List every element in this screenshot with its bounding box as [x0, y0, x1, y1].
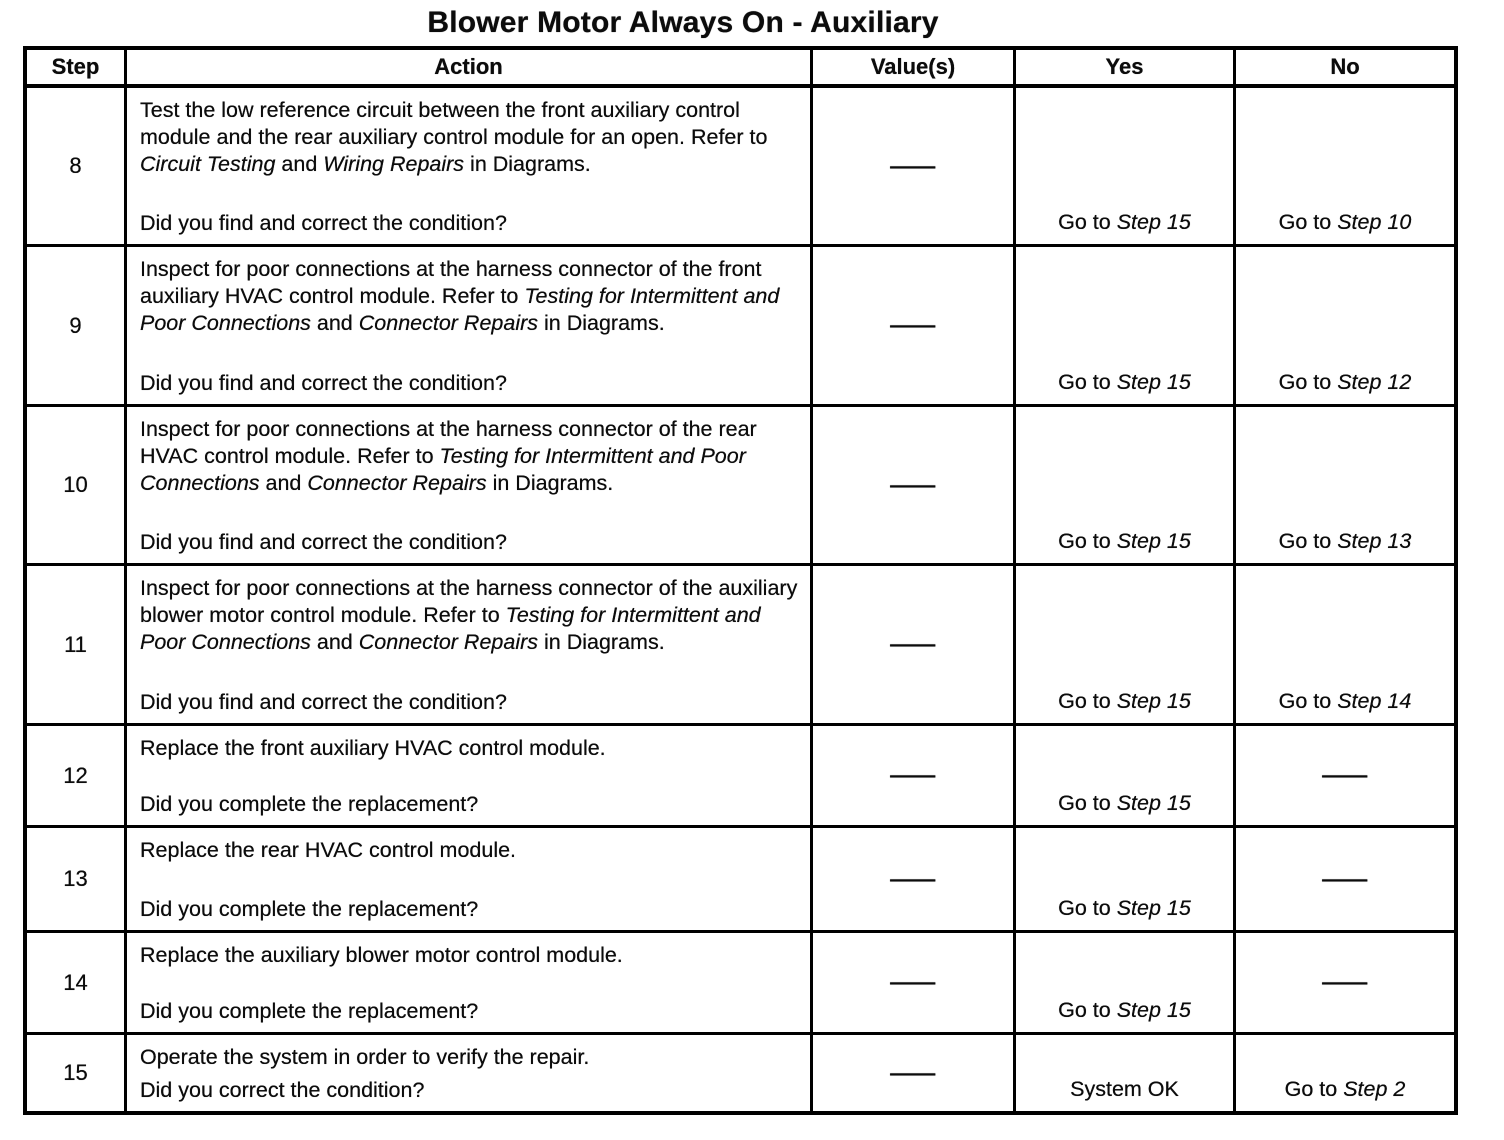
action-text: [140, 735, 800, 762]
step-number-cell: 14: [27, 933, 127, 1032]
action-text: [140, 97, 800, 178]
yes-cell: [1016, 726, 1236, 825]
value-cell: [813, 88, 1016, 244]
table-row: [27, 247, 1454, 407]
step-number-cell: 10: [27, 407, 127, 563]
no-dash: —: [1322, 763, 1368, 787]
page-title: Blower Motor Always On - Auxiliary: [427, 6, 939, 39]
action-cell: [127, 88, 813, 244]
italic-text-run: Step 15: [1116, 370, 1191, 394]
text-run: Inspect for poor connections at the harness connector of the auxiliary blower motor control module. Refer to: [140, 576, 798, 627]
text-run: Go to: [1278, 370, 1338, 394]
text-run: Go to: [1058, 210, 1117, 234]
action-cell: [127, 566, 813, 723]
action-text: [140, 575, 800, 656]
text-run: Replace the auxiliary blower motor control module.: [140, 943, 623, 967]
action-cell: [127, 247, 813, 404]
text-run: Go to: [1058, 529, 1117, 553]
action-question: Did you complete the replacement?: [140, 897, 479, 921]
no-instruction: [1279, 689, 1412, 714]
action-question: Did you complete the replacement?: [140, 999, 479, 1023]
italic-text-run: Step 13: [1337, 529, 1412, 553]
value-cell: [813, 407, 1016, 563]
action-question: Did you find and correct the condition?: [140, 530, 507, 554]
no-instruction: [1279, 370, 1412, 395]
step-number-cell: 12: [27, 726, 127, 825]
text-run: Go to: [1058, 998, 1117, 1022]
text-run: Replace the front auxiliary HVAC control module.: [140, 736, 606, 760]
action-question: Did you find and correct the condition?: [140, 211, 507, 235]
text-run: System OK: [1070, 1077, 1179, 1101]
no-cell: [1236, 88, 1454, 244]
table-row: [27, 88, 1454, 247]
table-row: [27, 566, 1454, 726]
italic-text-run: Testing for Intermittent and Poor Connections: [140, 444, 746, 495]
header-cell-action: Action: [127, 50, 813, 84]
text-run: Replace the rear HVAC control module.: [140, 838, 517, 862]
diagnostic-table: [23, 46, 1458, 1115]
table-row: [27, 933, 1454, 1035]
value-cell: [813, 566, 1016, 723]
value-cell: [813, 726, 1016, 825]
yes-instruction: [1058, 370, 1191, 395]
value-dash: —: [890, 153, 936, 178]
table-row: [27, 407, 1454, 566]
text-run: Inspect for poor connections at the harness connector of the rear HVAC control module. Refer to: [140, 417, 757, 468]
text-run: and: [259, 471, 308, 495]
text-run: Go to: [1278, 210, 1338, 234]
table-row: [27, 1035, 1454, 1111]
yes-instruction: [1058, 896, 1191, 921]
yes-cell: [1016, 566, 1236, 723]
text-run: and: [310, 630, 359, 654]
yes-instruction: [1070, 1077, 1179, 1102]
text-run: in Diagrams.: [538, 630, 665, 654]
action-text: [140, 1044, 800, 1071]
italic-text-run: Step 2: [1343, 1077, 1406, 1101]
action-cell: [127, 933, 813, 1032]
no-cell: [1236, 247, 1454, 404]
action-text: [140, 416, 800, 497]
no-cell: [1236, 828, 1454, 930]
action-question: Did you find and correct the condition?: [140, 371, 507, 395]
no-instruction: [1285, 1077, 1406, 1102]
value-cell: [813, 828, 1016, 930]
header-cell-step: Step: [27, 50, 127, 84]
header-cell-values: Value(s): [813, 50, 1016, 84]
value-cell: [813, 1035, 1016, 1111]
table-row: [27, 726, 1454, 828]
step-number-cell: 9: [27, 247, 127, 404]
yes-cell: [1016, 1035, 1236, 1111]
action-text: [140, 256, 800, 337]
value-dash: —: [890, 1060, 936, 1085]
header-cell-yes: Yes: [1016, 50, 1236, 84]
value-dash: —: [890, 632, 936, 656]
italic-text-run: Connector Repairs: [307, 471, 487, 495]
decision-table-body: [27, 88, 1454, 1111]
action-text: [140, 837, 800, 864]
yes-cell: [1016, 88, 1236, 244]
italic-text-run: Circuit Testing: [140, 152, 276, 176]
value-cell: [813, 247, 1016, 404]
text-run: Go to: [1058, 370, 1117, 394]
yes-cell: [1016, 828, 1236, 930]
action-cell: [127, 828, 813, 930]
text-run: Go to: [1278, 689, 1338, 713]
italic-text-run: Step 15: [1116, 689, 1191, 713]
action-question: Did you correct the condition?: [140, 1078, 425, 1102]
value-dash: —: [890, 313, 936, 337]
action-question: Did you complete the replacement?: [140, 792, 479, 816]
action-cell: [127, 1035, 813, 1111]
italic-text-run: Wiring Repairs: [323, 152, 465, 176]
italic-text-run: Step 15: [1116, 896, 1191, 920]
italic-text-run: Step 14: [1337, 689, 1412, 713]
yes-cell: [1016, 247, 1236, 404]
no-cell: [1236, 1035, 1454, 1111]
text-run: in Diagrams.: [486, 471, 614, 495]
no-cell: [1236, 726, 1454, 825]
yes-cell: [1016, 407, 1236, 563]
text-run: and: [275, 152, 324, 176]
action-text: [140, 942, 800, 969]
text-run: in Diagrams.: [464, 152, 591, 176]
italic-text-run: Step 10: [1337, 210, 1412, 234]
yes-instruction: [1058, 998, 1191, 1023]
text-run: Go to: [1278, 529, 1338, 553]
step-number-cell: 8: [27, 88, 127, 244]
yes-cell: [1016, 933, 1236, 1032]
action-cell: [127, 407, 813, 563]
yes-instruction: [1058, 210, 1191, 235]
step-number-cell: 13: [27, 828, 127, 930]
text-run: in Diagrams.: [538, 311, 665, 335]
no-cell: [1236, 566, 1454, 723]
italic-text-run: Step 15: [1116, 998, 1191, 1022]
no-instruction: [1279, 529, 1412, 554]
text-run: Go to: [1058, 791, 1117, 815]
yes-instruction: [1058, 529, 1191, 554]
value-cell: [813, 933, 1016, 1032]
text-run: Go to: [1284, 1077, 1344, 1101]
no-cell: [1236, 933, 1454, 1032]
italic-text-run: Connector Repairs: [358, 630, 539, 654]
action-question: Did you find and correct the condition?: [140, 690, 507, 714]
italic-text-run: Step 15: [1116, 791, 1191, 815]
italic-text-run: Testing for Intermittent and Poor Connections: [140, 284, 780, 335]
no-instruction: [1279, 210, 1412, 235]
text-run: Go to: [1058, 689, 1117, 713]
text-run: Test the low reference circuit between the front auxiliary control module and the rear auxiliary control module for an open. Refer to: [140, 98, 768, 149]
italic-text-run: Connector Repairs: [358, 311, 539, 335]
value-dash: —: [890, 472, 936, 497]
italic-text-run: Testing for Intermittent and Poor Connections: [140, 603, 761, 654]
value-dash: —: [890, 866, 936, 891]
no-dash: —: [1322, 866, 1368, 891]
italic-text-run: Step 15: [1116, 210, 1191, 234]
table-row: [27, 828, 1454, 933]
header-cell-no: No: [1330, 54, 1360, 79]
value-dash: —: [890, 970, 936, 994]
text-run: and: [310, 311, 359, 335]
yes-instruction: [1058, 689, 1191, 714]
italic-text-run: Step 15: [1116, 529, 1191, 553]
italic-text-run: Step 12: [1337, 370, 1412, 394]
text-run: Inspect for poor connections at the harness connector of the front auxiliary HVAC control module. Refer to: [140, 257, 762, 308]
action-cell: [127, 726, 813, 825]
no-cell: [1236, 407, 1454, 563]
step-number-cell: 11: [27, 566, 127, 723]
yes-instruction: [1058, 791, 1191, 816]
text-run: Operate the system in order to verify the repair.: [140, 1045, 590, 1069]
no-dash: —: [1322, 970, 1368, 994]
table-header-row: [27, 50, 1454, 88]
value-dash: —: [890, 763, 936, 787]
step-number-cell: 15: [27, 1035, 127, 1111]
text-run: Go to: [1058, 896, 1117, 920]
